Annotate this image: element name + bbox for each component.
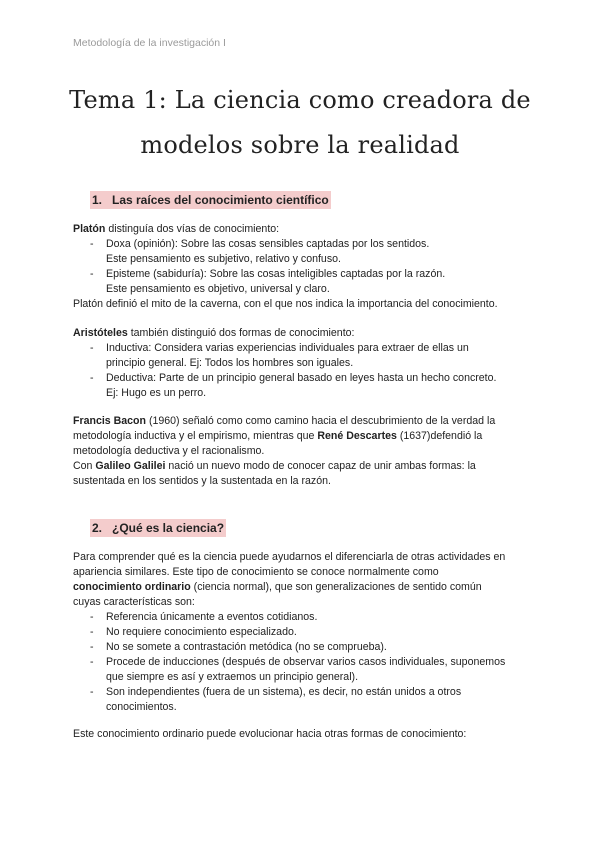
list-item (73, 640, 543, 655)
list-item-text: - Doxa (opinión): Sobre las cosas sensibles captadas por los sentidos. (106, 238, 430, 250)
list-item-subtext: conocimientos. (106, 701, 177, 713)
list-item-subtext: Ej: Hugo es un perro. (106, 387, 207, 399)
title-line-2: modelos sobre la realidad (140, 131, 460, 159)
galileo-text-2: sustentada en los sentidos y la sustentada en la razón. (73, 475, 331, 487)
section-2-title: ¿Qué es la ciencia? (112, 521, 225, 535)
list-item-text: - No requiere conocimiento especializado. (106, 626, 297, 638)
section-1-number: 1. (92, 193, 103, 207)
conocimiento-ordinario-term: conocimiento ordinario (73, 581, 191, 593)
galileo-pre: Con (73, 460, 96, 472)
section-1-title: Las raíces del conocimiento científico (112, 193, 329, 207)
list-item-text: - No se somete a contrastación metódica (no se comprueba). (106, 641, 387, 653)
title-line-1: Tema 1: La ciencia como creadora de (69, 86, 531, 114)
ciencia-intro (73, 550, 543, 610)
section-1-heading (90, 191, 331, 209)
ciencia-intro-2: apariencia similares. Este tipo de conocimiento se conoce normalmente como (73, 566, 439, 578)
list-item (73, 685, 543, 715)
list-item-subtext: que siempre es así y extraemos un principio general). (106, 671, 359, 683)
aristoteles-intro (73, 326, 533, 341)
list-item (73, 267, 533, 297)
platon-intro (73, 222, 533, 237)
bacon-text-1: (1960) señaló como como camino hacia el descubrimiento de la verdad la (146, 415, 496, 427)
ciencia-intro-1: Para comprender qué es la ciencia puede ayudarnos el diferenciarla de otras actividades en (73, 551, 506, 563)
list-item-text: - Referencia únicamente a eventos cotidianos. (106, 611, 318, 623)
list-item-text: - Deductiva: Parte de un principio general basado en leyes hasta un hecho concreto. (106, 372, 497, 384)
bacon-text-4: metodología deductiva y el racionalismo. (73, 445, 265, 457)
aristoteles-name: Aristóteles (73, 327, 128, 339)
platon-list (73, 237, 533, 297)
bacon-paragraph (73, 414, 533, 459)
ciencia-intro-4: cuyas características son: (73, 596, 195, 608)
section-2-number: 2. (92, 521, 103, 535)
platon-block (73, 222, 533, 312)
ciencia-intro-3: (ciencia normal), que son generalizaciones de sentido común (190, 581, 482, 593)
page-title (0, 78, 600, 168)
running-header: Metodología de la investigación I (73, 37, 226, 49)
aristoteles-intro-text: también distinguió dos formas de conocimiento: (127, 327, 355, 339)
list-item-subtext: Este pensamiento es objetivo, universal y claro. (106, 283, 330, 295)
list-item (73, 371, 533, 401)
list-item-text: - Episteme (sabiduría): Sobre las cosas inteligibles captadas por la razón. (106, 268, 446, 280)
bacon-block (73, 414, 533, 489)
galileo-text-1: nació un nuevo modo de conocer capaz de unir ambas formas: la (165, 460, 476, 472)
bacon-text-2: metodología inductiva y el empirismo, mientras que (73, 430, 318, 442)
list-item (73, 610, 543, 625)
descartes-name: René Descartes (317, 430, 397, 442)
section-2-heading (90, 519, 226, 537)
galileo-paragraph (73, 459, 533, 489)
list-item-subtext: Este pensamiento es subjetivo, relativo y confuso. (106, 253, 341, 265)
list-item-subtext: principio general. Ej: Todos los hombres son iguales. (106, 357, 354, 369)
aristoteles-block (73, 326, 533, 401)
bacon-text-3: (1637)defendió la (396, 430, 483, 442)
platon-name: Platón (73, 223, 106, 235)
platon-closing: Platón definió el mito de la caverna, con el que nos indica la importancia del conocimiento. (73, 298, 498, 310)
ciencia-closing: Este conocimiento ordinario puede evolucionar hacia otras formas de conocimiento: (73, 728, 467, 740)
bacon-name: Francis Bacon (73, 415, 147, 427)
list-item-text: - Inductiva: Considera varias experiencias individuales para extraer de ellas un (106, 342, 469, 354)
ciencia-block (73, 550, 543, 715)
list-item (73, 341, 533, 371)
caracteristicas-list (73, 610, 543, 715)
list-item (73, 655, 543, 685)
galileo-name: Galileo Galilei (95, 460, 166, 472)
aristoteles-list (73, 341, 533, 401)
list-item (73, 237, 533, 267)
list-item-text: - Procede de inducciones (después de observar varios casos individuales, suponemos (106, 656, 506, 668)
list-item (73, 625, 543, 640)
platon-intro-text: distinguía dos vías de conocimiento: (105, 223, 280, 235)
list-item-text: - Son independientes (fuera de un sistema), es decir, no están unidos a otros (106, 686, 462, 698)
ciencia-closing-block (73, 727, 533, 742)
